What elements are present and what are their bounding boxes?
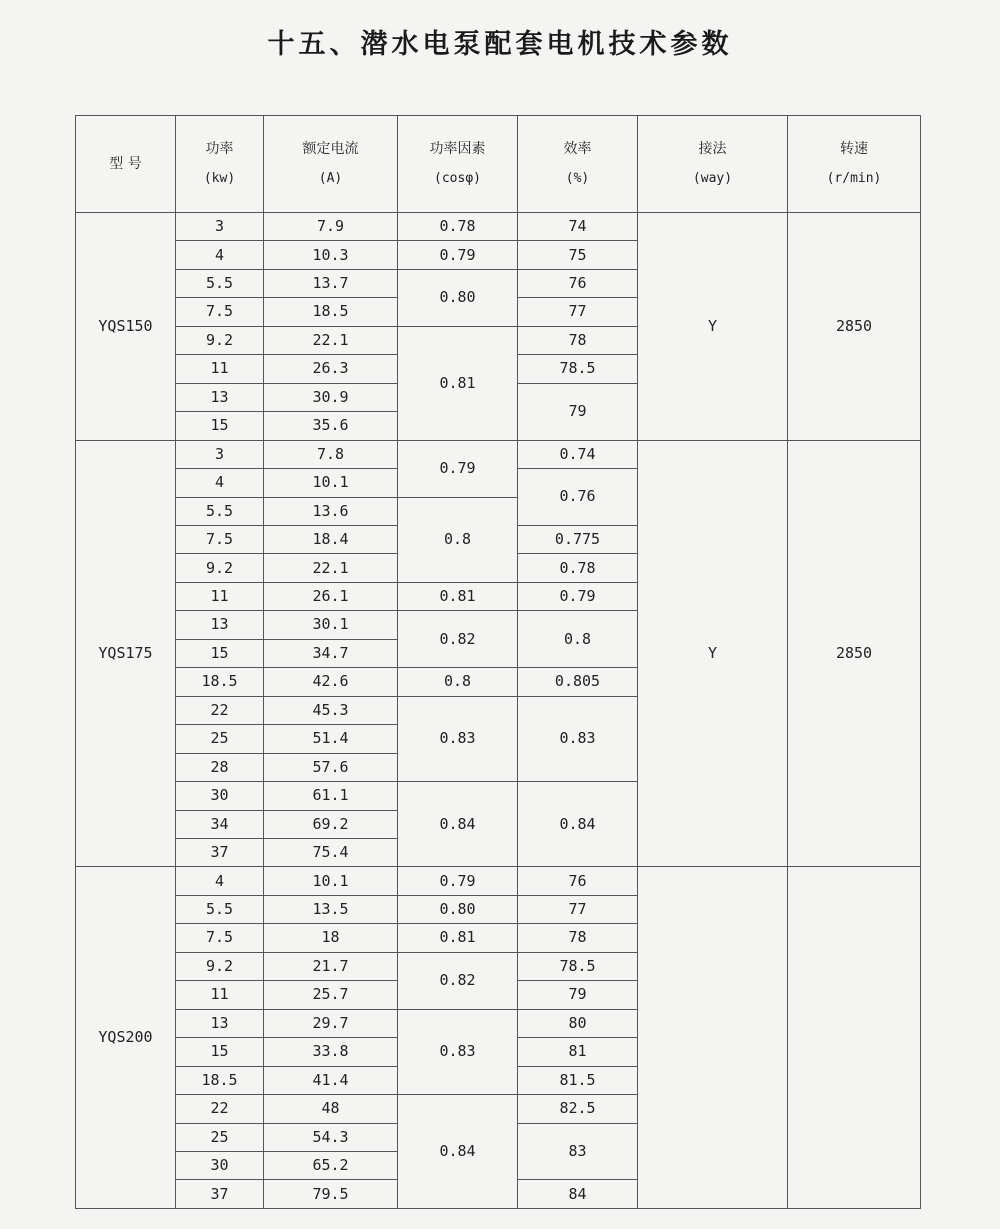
efficiency-cell: 0.84 bbox=[518, 782, 638, 867]
header-model: 型 号 bbox=[76, 116, 176, 213]
power-factor-cell: 0.84 bbox=[398, 1095, 518, 1209]
power-cell: 9.2 bbox=[176, 952, 264, 980]
current-cell: 7.9 bbox=[264, 213, 398, 241]
power-cell: 13 bbox=[176, 383, 264, 411]
current-cell: 13.7 bbox=[264, 269, 398, 297]
power-factor-cell: 0.84 bbox=[398, 782, 518, 867]
current-cell: 48 bbox=[264, 1095, 398, 1123]
current-cell: 30.9 bbox=[264, 383, 398, 411]
power-factor-cell: 0.8 bbox=[398, 668, 518, 696]
power-cell: 5.5 bbox=[176, 269, 264, 297]
efficiency-cell: 0.78 bbox=[518, 554, 638, 582]
current-cell: 57.6 bbox=[264, 753, 398, 781]
efficiency-cell: 78 bbox=[518, 326, 638, 354]
model-cell: YQS150 bbox=[76, 213, 176, 441]
power-cell: 30 bbox=[176, 1151, 264, 1179]
current-cell: 13.5 bbox=[264, 895, 398, 923]
efficiency-cell: 0.8 bbox=[518, 611, 638, 668]
power-cell: 4 bbox=[176, 867, 264, 895]
efficiency-cell: 79 bbox=[518, 981, 638, 1009]
efficiency-cell: 84 bbox=[518, 1180, 638, 1209]
power-cell: 28 bbox=[176, 753, 264, 781]
current-cell: 69.2 bbox=[264, 810, 398, 838]
current-cell: 10.3 bbox=[264, 241, 398, 269]
efficiency-cell: 0.775 bbox=[518, 525, 638, 553]
power-cell: 7.5 bbox=[176, 924, 264, 952]
header-power-factor: 功率因素 (cosφ) bbox=[398, 116, 518, 213]
power-cell: 15 bbox=[176, 1038, 264, 1066]
current-cell: 45.3 bbox=[264, 696, 398, 724]
power-factor-cell: 0.83 bbox=[398, 696, 518, 781]
efficiency-cell: 0.83 bbox=[518, 696, 638, 781]
power-cell: 18.5 bbox=[176, 1066, 264, 1094]
efficiency-cell: 81.5 bbox=[518, 1066, 638, 1094]
efficiency-cell: 0.805 bbox=[518, 668, 638, 696]
power-cell: 9.2 bbox=[176, 554, 264, 582]
table-row bbox=[76, 213, 921, 241]
current-cell: 21.7 bbox=[264, 952, 398, 980]
power-cell: 11 bbox=[176, 981, 264, 1009]
power-cell: 5.5 bbox=[176, 895, 264, 923]
header-power: 功率 (kw) bbox=[176, 116, 264, 213]
current-cell: 42.6 bbox=[264, 668, 398, 696]
current-cell: 30.1 bbox=[264, 611, 398, 639]
connection-cell bbox=[638, 867, 788, 1209]
connection-cell: Y bbox=[638, 440, 788, 867]
power-cell: 15 bbox=[176, 412, 264, 440]
current-cell: 26.3 bbox=[264, 355, 398, 383]
power-cell: 4 bbox=[176, 469, 264, 497]
power-cell: 30 bbox=[176, 782, 264, 810]
current-cell: 10.1 bbox=[264, 867, 398, 895]
efficiency-cell: 78.5 bbox=[518, 952, 638, 980]
header-connection: 接法 (way) bbox=[638, 116, 788, 213]
current-cell: 18.4 bbox=[264, 525, 398, 553]
power-factor-cell: 0.82 bbox=[398, 952, 518, 1009]
power-cell: 22 bbox=[176, 1095, 264, 1123]
efficiency-cell: 75 bbox=[518, 241, 638, 269]
power-factor-cell: 0.78 bbox=[398, 213, 518, 241]
header-efficiency: 效率 (%) bbox=[518, 116, 638, 213]
efficiency-cell: 79 bbox=[518, 383, 638, 440]
speed-cell bbox=[788, 867, 921, 1209]
power-cell: 4 bbox=[176, 241, 264, 269]
header-row bbox=[76, 116, 921, 213]
power-cell: 7.5 bbox=[176, 525, 264, 553]
current-cell: 25.7 bbox=[264, 981, 398, 1009]
current-cell: 29.7 bbox=[264, 1009, 398, 1037]
efficiency-cell: 74 bbox=[518, 213, 638, 241]
efficiency-cell: 80 bbox=[518, 1009, 638, 1037]
current-cell: 65.2 bbox=[264, 1151, 398, 1179]
power-cell: 22 bbox=[176, 696, 264, 724]
power-cell: 34 bbox=[176, 810, 264, 838]
current-cell: 18.5 bbox=[264, 298, 398, 326]
power-cell: 13 bbox=[176, 611, 264, 639]
efficiency-cell: 76 bbox=[518, 269, 638, 297]
current-cell: 10.1 bbox=[264, 469, 398, 497]
power-cell: 9.2 bbox=[176, 326, 264, 354]
power-cell: 37 bbox=[176, 838, 264, 866]
power-cell: 7.5 bbox=[176, 298, 264, 326]
efficiency-cell: 77 bbox=[518, 298, 638, 326]
efficiency-cell: 78 bbox=[518, 924, 638, 952]
power-factor-cell: 0.83 bbox=[398, 1009, 518, 1094]
power-cell: 5.5 bbox=[176, 497, 264, 525]
current-cell: 33.8 bbox=[264, 1038, 398, 1066]
power-cell: 3 bbox=[176, 213, 264, 241]
efficiency-cell: 76 bbox=[518, 867, 638, 895]
efficiency-cell: 0.79 bbox=[518, 582, 638, 610]
current-cell: 79.5 bbox=[264, 1180, 398, 1209]
power-factor-cell: 0.80 bbox=[398, 269, 518, 326]
power-cell: 25 bbox=[176, 725, 264, 753]
current-cell: 22.1 bbox=[264, 326, 398, 354]
efficiency-cell: 82.5 bbox=[518, 1095, 638, 1123]
efficiency-cell: 0.76 bbox=[518, 469, 638, 526]
current-cell: 26.1 bbox=[264, 582, 398, 610]
power-factor-cell: 0.79 bbox=[398, 867, 518, 895]
power-factor-cell: 0.82 bbox=[398, 611, 518, 668]
table-row bbox=[76, 440, 921, 468]
current-cell: 54.3 bbox=[264, 1123, 398, 1151]
header-current: 额定电流 (A) bbox=[264, 116, 398, 213]
efficiency-cell: 83 bbox=[518, 1123, 638, 1180]
page-title: 十五、潜水电泵配套电机技术参数 bbox=[267, 29, 733, 60]
power-cell: 18.5 bbox=[176, 668, 264, 696]
efficiency-cell: 78.5 bbox=[518, 355, 638, 383]
power-cell: 13 bbox=[176, 1009, 264, 1037]
current-cell: 7.8 bbox=[264, 440, 398, 468]
current-cell: 34.7 bbox=[264, 639, 398, 667]
current-cell: 18 bbox=[264, 924, 398, 952]
power-factor-cell: 0.79 bbox=[398, 241, 518, 269]
current-cell: 61.1 bbox=[264, 782, 398, 810]
connection-cell: Y bbox=[638, 213, 788, 441]
efficiency-cell: 0.74 bbox=[518, 440, 638, 468]
power-cell: 11 bbox=[176, 582, 264, 610]
current-cell: 13.6 bbox=[264, 497, 398, 525]
speed-cell: 2850 bbox=[788, 213, 921, 441]
power-factor-cell: 0.8 bbox=[398, 497, 518, 582]
power-factor-cell: 0.79 bbox=[398, 440, 518, 497]
current-cell: 35.6 bbox=[264, 412, 398, 440]
header-speed: 转速 (r/min) bbox=[788, 116, 921, 213]
speed-cell: 2850 bbox=[788, 440, 921, 867]
power-factor-cell: 0.80 bbox=[398, 895, 518, 923]
current-cell: 41.4 bbox=[264, 1066, 398, 1094]
current-cell: 51.4 bbox=[264, 725, 398, 753]
power-factor-cell: 0.81 bbox=[398, 326, 518, 440]
efficiency-cell: 81 bbox=[518, 1038, 638, 1066]
power-cell: 15 bbox=[176, 639, 264, 667]
power-factor-cell: 0.81 bbox=[398, 924, 518, 952]
power-cell: 25 bbox=[176, 1123, 264, 1151]
power-cell: 37 bbox=[176, 1180, 264, 1209]
current-cell: 75.4 bbox=[264, 838, 398, 866]
motor-spec-table bbox=[75, 115, 921, 1209]
model-cell: YQS175 bbox=[76, 440, 176, 867]
model-cell: YQS200 bbox=[76, 867, 176, 1209]
power-cell: 3 bbox=[176, 440, 264, 468]
current-cell: 22.1 bbox=[264, 554, 398, 582]
table-row bbox=[76, 867, 921, 895]
power-cell: 11 bbox=[176, 355, 264, 383]
power-factor-cell: 0.81 bbox=[398, 582, 518, 610]
efficiency-cell: 77 bbox=[518, 895, 638, 923]
